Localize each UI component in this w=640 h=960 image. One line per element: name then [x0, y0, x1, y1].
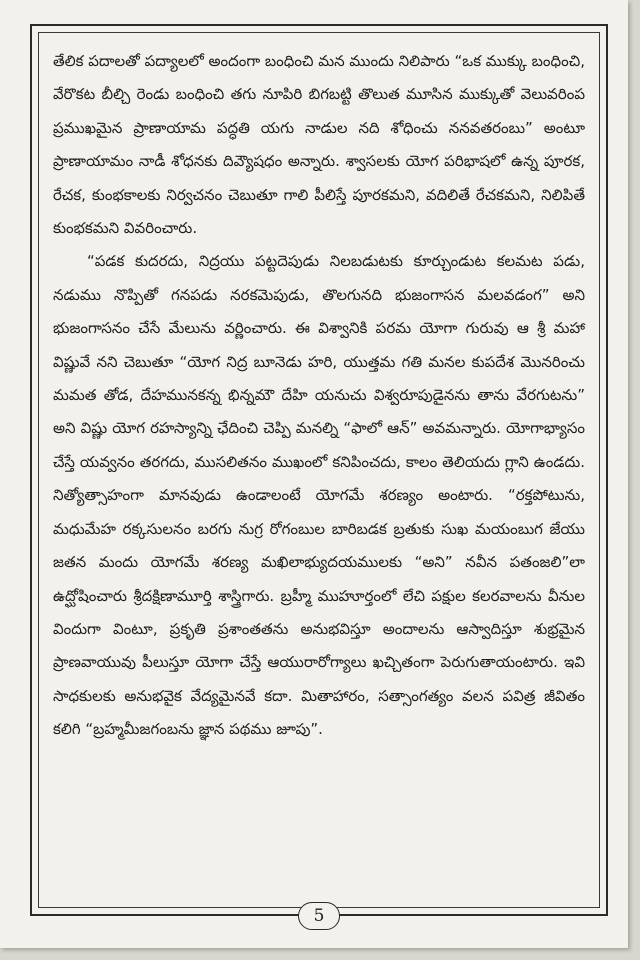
page-border-outer: [30, 24, 608, 926]
page-number: 5: [298, 902, 340, 930]
paragraph-1: తేలిక పదాలతో పద్యాలలో అందంగా బంధించి మన ముందు నిలిపారు “ఒక ముక్కు బంధించి, వేరొకట బీల్చి రెండు బంధించి తగు నూపిరి బిగబట్టి తొలుత మూసిన ముక్కుతో వెలువరింప ప్రముఖమైన ప్రాణాయామ పద్ధతి యగు నాడుల నది శోధించు ననవతరంబు” అంటూ ప్రాణాయామం నాడీ శోధనకు దివ్యౌషధం అన్నారు. శ్వాసలకు యోగ పరిభాషలో ఉన్న పూరక, రేచక, కుంభకాలకు నిర్వచనం చెబుతూ గాలి పీలిస్తే పూరకమని, వదిలితే రేచకమని, నిలిపితే కుంభకమని వివరించారు.: [53, 52, 585, 238]
paragraph-2: “పడక కుదరదు, నిద్రయు పట్టదెపుడు నిలబడుటకు కూర్చుండుట కలమట పడు, నడుము నొప్పితో గనపడు నరకమెపుడు, తొలగునది భుజంగాసన మలవడంగ” అని భుజంగాసనం చేసే మేలును వర్ణించారు. ఈ విశ్వానికి పరమ యోగా గురువు ఆ శ్రీ మహా విష్ణువే నని చెబుతూ “యోగ నిద్ర బూనెడు హరి, యుత్తమ గతి మనల కుపదేశ మొనరించు మమత తోడ, దేహమునకన్న భిన్నమౌ దేహి యనుచు విశ్వరూపుడైనను తాను వేరగుటను” అని విష్ణు యోగ రహస్యాన్ని ఛేదించి చెప్పి మనల్ని “ఫాలో ఆన్” అవమన్నారు. యోగాభ్యాసం చేస్తే యవ్వనం తరగదు, ముసలితనం ముఖంలో కనిపించదు, కాలం తెలియదు గ్లాని ఉండదు. నిత్యోత్సాహంగా మానవుడు ఉండాలంటే యోగమే శరణ్యం అంటారు. “రక్తపోటును, మధుమేహ రక్కసులనం బరగు నుగ్ర రోగంబుల బారిబడక బ్రతుకు సుఖ మయంబుగ జేయు జతన మందు యోగమే శరణ్య మఖిలాభ్యుదయములకు “అని” నవీన పతంజలి”లా ఉద్ఘోషించారు శ్రీదక్షిణామూర్తి శాస్త్రిగారు. బ్రహ్మీ ముహూర్తంలో లేచి పక్షుల కలరవాలను వీనుల విందుగా వింటూ, ప్రకృతి ప్రశాంతతను అనుభవిస్తూ అందాలను ఆస్వాదిస్తూ శుభ్రమైన ప్రాణవాయువు పీలుస్తూ యోగా చేస్తే ఆయురారోగ్యాలు ఖచ్చితంగా పెరుగుతాయంటారు. ఇవి సాధకులకు అనుభవైక వేద్యమైనవే కదా. మితాహారం, సత్సాంగత్యం వలన పవిత్ర జీవితం కలిగి “బ్రహ్మమీజగంబను జ్ఞాన పథము జూపు”.: [53, 252, 585, 739]
body-text: [53, 45, 585, 747]
page-border-inner: [38, 32, 600, 908]
